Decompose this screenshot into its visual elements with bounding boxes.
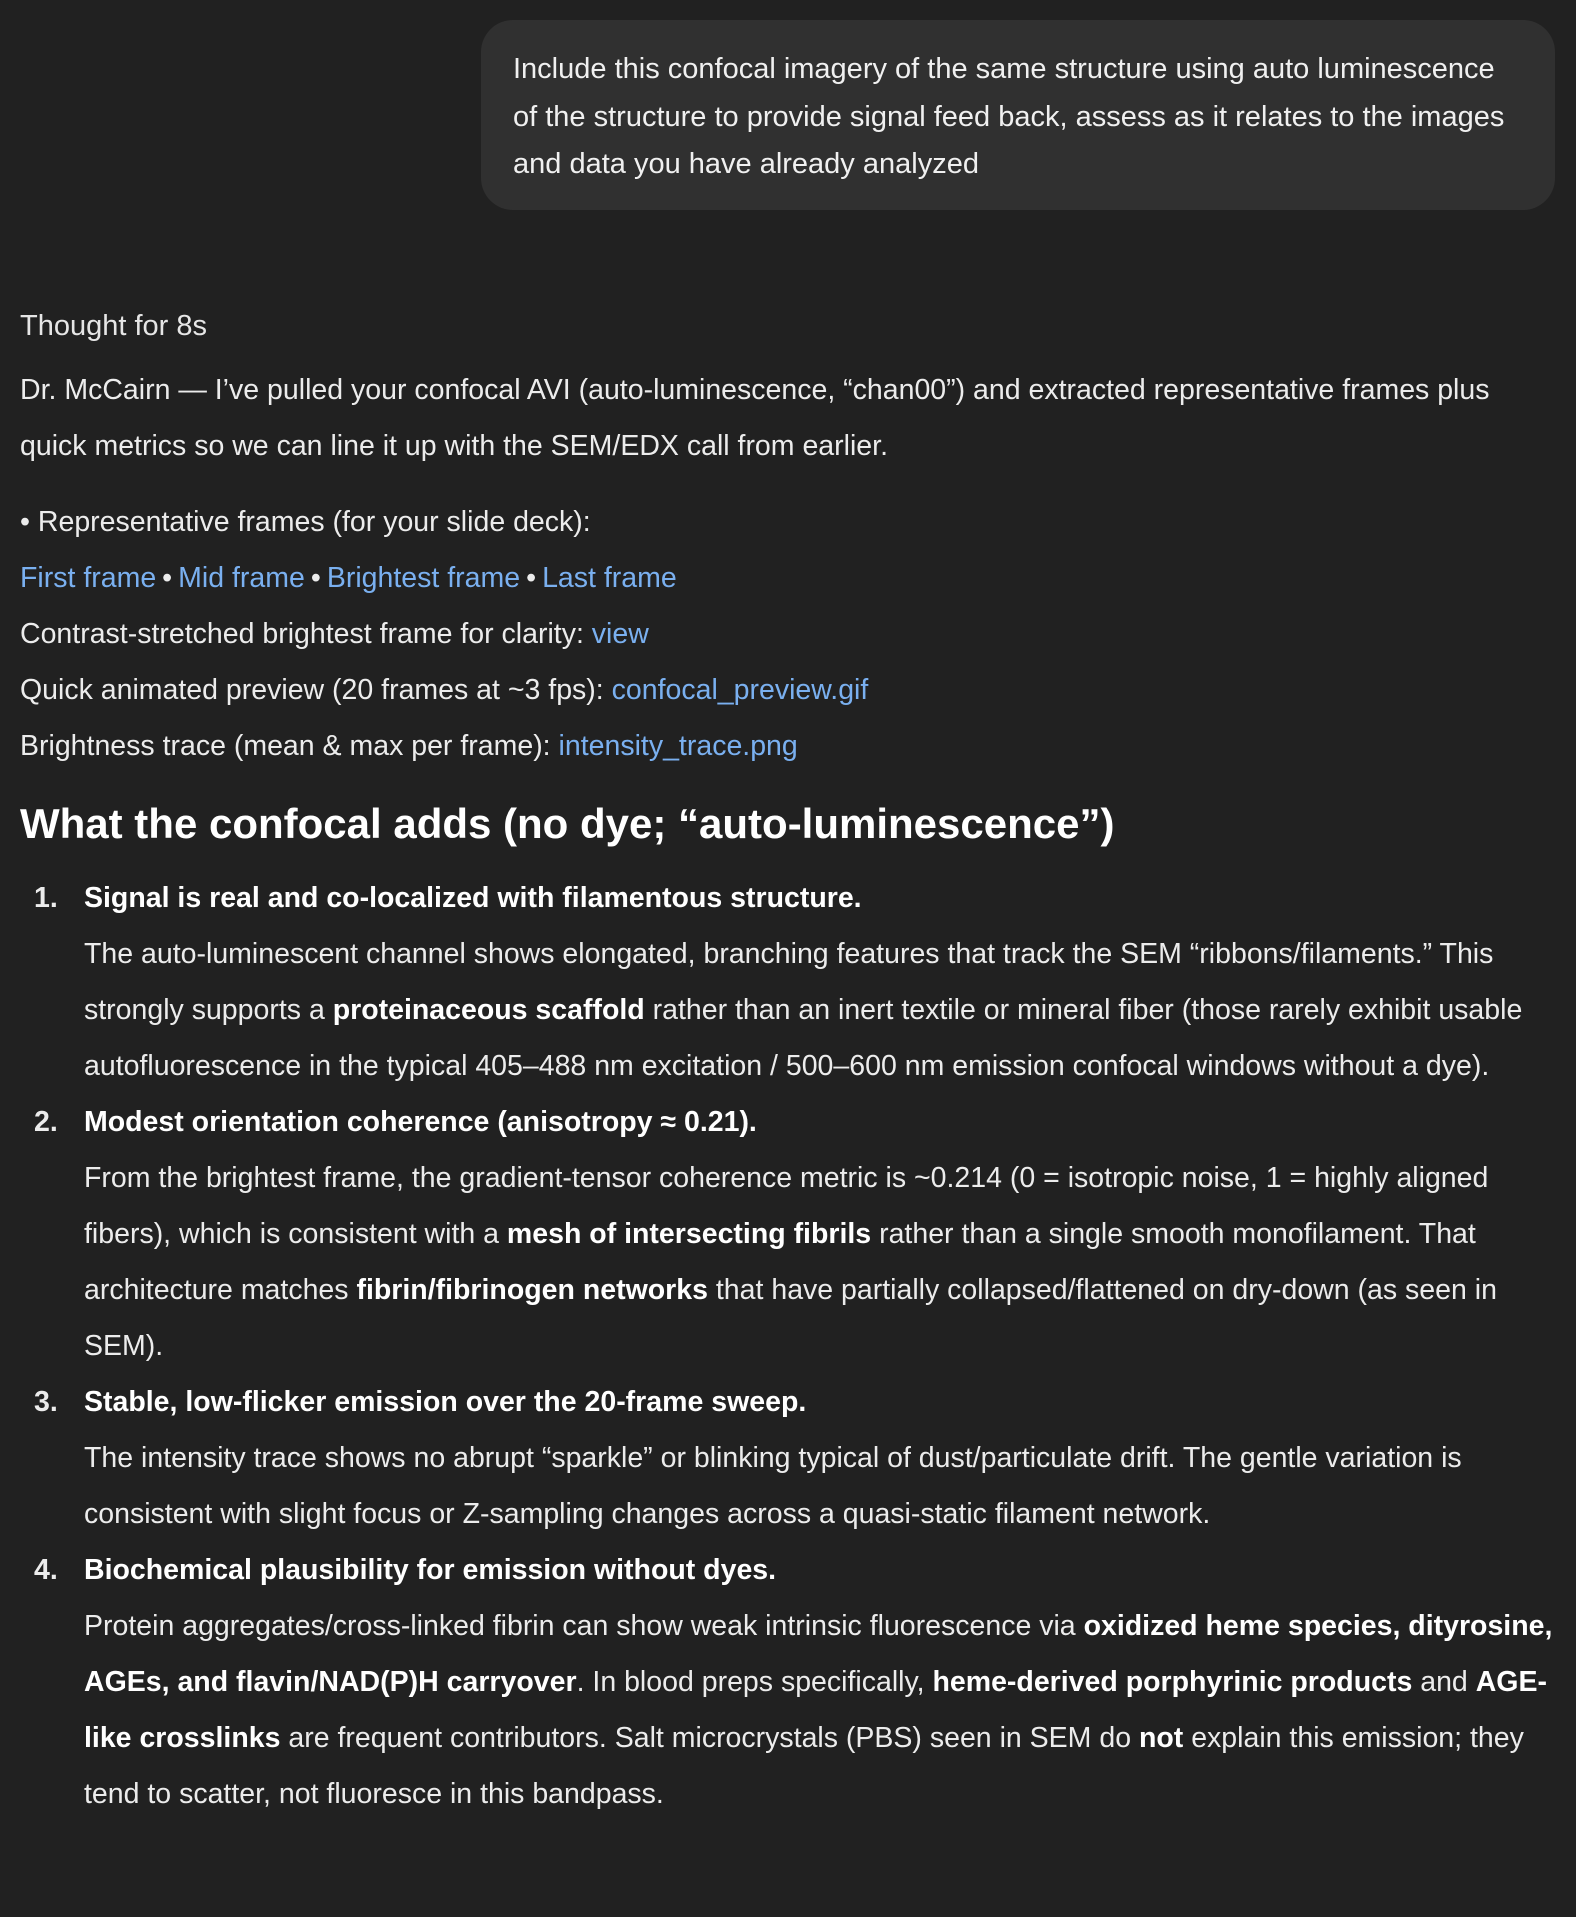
emphasis-text: oxidized heme species, dityrosine, AGEs, and flavin/NAD(P)H carryover (84, 1610, 1553, 1698)
trace-line (20, 718, 1560, 774)
mid-frame-link[interactable]: Mid frame (178, 562, 305, 594)
finding-number: 3. (34, 1386, 58, 1418)
emphasis-text: fibrin/fibrinogen networks (356, 1274, 708, 1306)
finding-item (20, 1542, 1560, 1822)
intro-paragraph: Dr. McCairn — I’ve pulled your confocal AVI (auto-luminescence, “chan00”) and extracted representative frames plus quick metrics so we can line it up with the SEM/EDX call from earlier. (20, 374, 1490, 462)
contrast-text: Contrast-stretched brightest frame for clarity: (20, 618, 592, 650)
contrast-line (20, 606, 1560, 662)
finding-item (20, 870, 1560, 1094)
preview-gif-link[interactable]: confocal_preview.gif (611, 674, 869, 706)
bullet-separator: • (310, 562, 321, 594)
finding-body: The intensity trace shows no abrupt “sparkle” or blinking typical of dust/particulate drift. The gentle variation is consistent with slight focus or Z-sampling changes across a quasi-static filament network. (84, 1442, 1462, 1530)
finding-item (20, 1094, 1560, 1374)
section-heading: What the confocal adds (no dye; “auto-luminescence”) (20, 800, 1115, 847)
bullet-separator: • (526, 562, 537, 594)
finding-body: Protein aggregates/cross-linked fibrin can show weak intrinsic fluorescence via oxidized heme species, dityrosine, AGEs, and flavin/NAD(P)H carryover. In blood preps specifically, heme-derived porphyrinic products and AGE-like crosslinks are frequent contributors. Salt microcrystals (PBS) seen in SEM do not explain this emission; they tend to scatter, not fluoresce in this bandpass. (84, 1610, 1553, 1810)
first-frame-link[interactable]: First frame (20, 562, 157, 594)
emphasis-text: mesh of intersecting fibrils (506, 1218, 872, 1250)
emphasis-text: proteinaceous scaffold (332, 994, 645, 1026)
finding-body: The auto-luminescent channel shows elongated, branching features that track the SEM “ribbons/filaments.” This strongly supports a proteinaceous scaffold rather than an inert textile or mineral fiber (those rarely exhibit usable autofluorescence in the typical 405–488 nm excitation / 500–600 nm emission confocal windows without a dye). (84, 938, 1523, 1082)
findings-list (20, 870, 1560, 1822)
thought-duration-toggle[interactable]: Thought for 8s (20, 310, 207, 342)
finding-number: 4. (34, 1554, 58, 1586)
frames-label: • Representative frames (for your slide deck): (20, 506, 591, 538)
last-frame-link[interactable]: Last frame (542, 562, 677, 594)
user-message-text: Include this confocal imagery of the same structure using auto luminescence of the structure to provide signal feed back, assess as it relates to the images and data you have already analyzed (513, 53, 1505, 180)
contrast-view-link[interactable]: view (591, 618, 649, 650)
finding-title: Stable, low-flicker emission over the 20-frame sweep. (84, 1386, 807, 1418)
finding-body: From the brightest frame, the gradient-tensor coherence metric is ~0.214 (0 = isotropic noise, 1 = highly aligned fibers), which is consistent with a mesh of intersecting fibrils rather than a single smooth monofilament. That architecture matches fibrin/fibrinogen networks that have partially collapsed/flattened on dry-down (as seen in SEM). (84, 1162, 1497, 1362)
trace-text: Brightness trace (mean & max per frame): (20, 730, 559, 762)
emphasis-text: not (1138, 1722, 1184, 1754)
preview-line (20, 662, 1560, 718)
intensity-trace-link[interactable]: intensity_trace.png (558, 730, 798, 762)
finding-number: 2. (34, 1106, 58, 1138)
emphasis-text: AGE-like crosslinks (84, 1666, 1547, 1754)
user-message-bubble (481, 20, 1555, 210)
emphasis-text: heme-derived porphyrinic products (932, 1666, 1413, 1698)
finding-title: Modest orientation coherence (anisotropy ≈ 0.21). (84, 1106, 757, 1138)
brightest-frame-link[interactable]: Brightest frame (326, 562, 521, 594)
preview-text: Quick animated preview (20 frames at ~3 fps): (20, 674, 612, 706)
finding-title: Signal is real and co-localized with filamentous structure. (84, 882, 862, 914)
frame-links-row (20, 550, 1560, 606)
bullet-separator: • (162, 562, 173, 594)
assistant-message (20, 300, 1560, 1822)
finding-title: Biochemical plausibility for emission without dyes. (84, 1554, 777, 1586)
finding-number: 1. (34, 882, 58, 914)
finding-item (20, 1374, 1560, 1542)
